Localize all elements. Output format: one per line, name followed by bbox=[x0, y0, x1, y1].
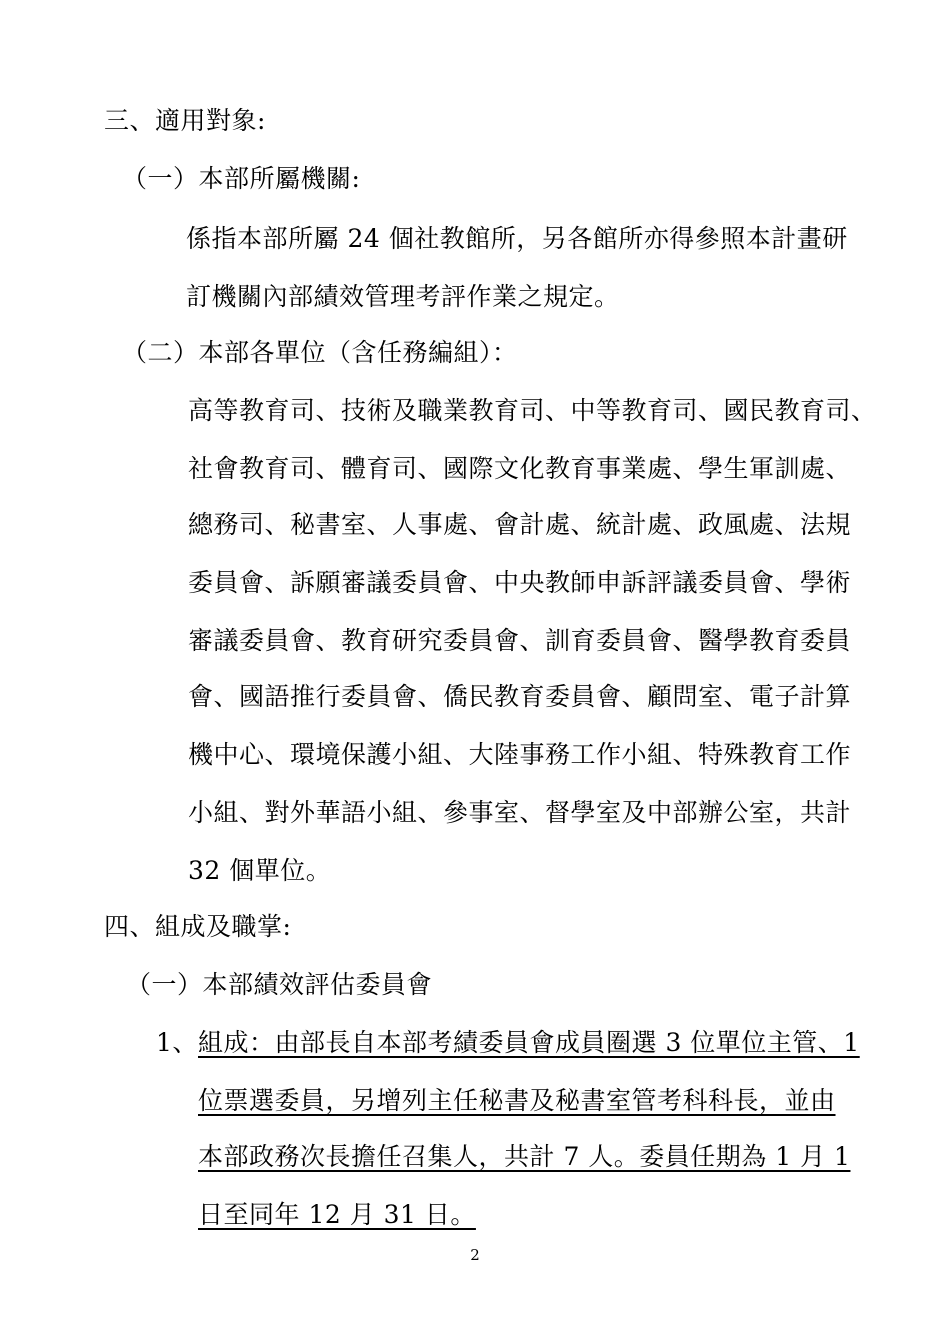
section-3-item-1-text-line: 係指本部所屬 24 個社教館所，另各館所亦得參照本計畫研 bbox=[186, 224, 848, 253]
section-4-point-1-text-line: 日至同年 12 月 31 日。 bbox=[198, 1200, 476, 1229]
section-3-item-2-text-line: 32 個單位。 bbox=[188, 856, 332, 885]
section-4-heading: 四、組成及職掌: bbox=[104, 912, 292, 941]
section-4-point-1-text-line: 組成：由部長自本部考績委員會成員圈選 3 位單位主管、1 bbox=[198, 1028, 860, 1057]
section-3-item-2-text-line: 高等教育司、技術及職業教育司、中等教育司、國民教育司、 bbox=[188, 396, 877, 425]
section-3-item-2-text-line: 委員會、訴願審議委員會、中央教師申訴評議委員會、學術 bbox=[188, 568, 852, 597]
section-3-item-1-text-line: 訂機關內部績效管理考評作業之規定。 bbox=[186, 282, 620, 311]
section-3-item-1-label: （一）本部所屬機關: bbox=[122, 164, 361, 193]
section-3-item-2-text-line: 機中心、環境保護小組、大陸事務工作小組、特殊教育工作 bbox=[188, 740, 852, 769]
section-4-point-1-number: 1、 bbox=[156, 1028, 198, 1057]
page-number: 2 bbox=[470, 1246, 480, 1264]
section-4-item-1-label: （一）本部績效評估委員會 bbox=[126, 970, 433, 999]
section-3-item-2-text-line: 社會教育司、體育司、國際文化教育事業處、學生軍訓處、 bbox=[188, 454, 852, 483]
section-3-item-2-label: （二）本部各單位（含任務編組）： bbox=[122, 338, 518, 367]
section-3-item-2-text-line: 小組、對外華語小組、參事室、督學室及中部辦公室，共計 bbox=[188, 798, 852, 827]
section-3-item-2-text-line: 審議委員會、教育研究委員會、訓育委員會、醫學教育委員 bbox=[188, 626, 852, 655]
section-3-item-2-text-line: 總務司、秘書室、人事處、會計處、統計處、政風處、法規 bbox=[188, 510, 852, 539]
section-4-point-1-text-line: 本部政務次長擔任召集人，共計 7 人。委員任期為 1 月 1 bbox=[198, 1142, 851, 1171]
section-4-point-1-text-line: 位票選委員，另增列主任秘書及秘書室管考科科長，並由 bbox=[198, 1086, 836, 1115]
section-3-heading: 三、適用對象: bbox=[104, 106, 266, 135]
section-3-item-2-text-line: 會、國語推行委員會、僑民教育委員會、顧問室、電子計算 bbox=[188, 682, 852, 711]
